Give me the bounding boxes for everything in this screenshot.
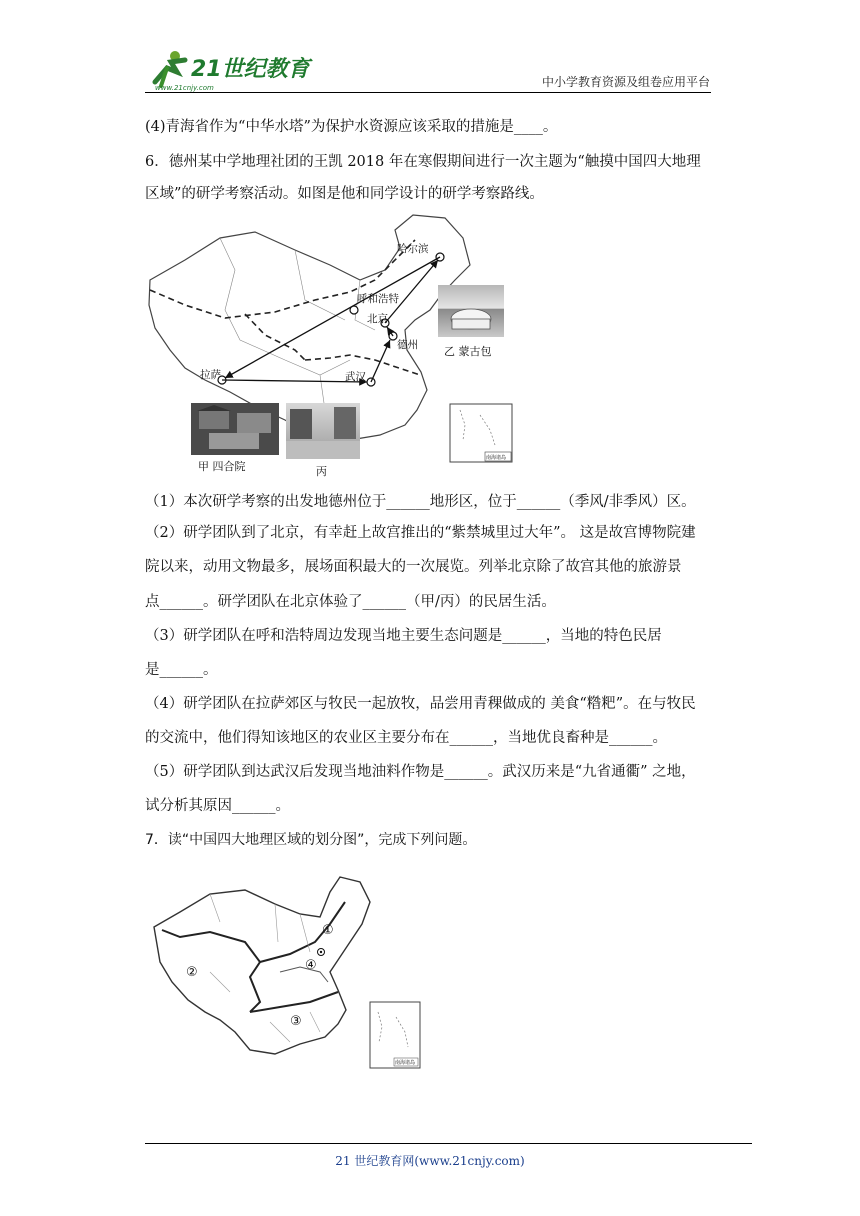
south-sea-label: 南海诸岛 xyxy=(486,455,507,461)
region-2-label: ② xyxy=(186,965,198,980)
region-4-label: ④ xyxy=(305,958,317,973)
region-3-label: ③ xyxy=(290,1014,302,1029)
q5-part4: (4)青海省作为“中华水塔”为保护水资源应该采取的措施是____。 xyxy=(145,119,558,135)
platform-name: 中小学教育资源及组卷应用平台 xyxy=(541,75,710,89)
hohhot-label: 呼和浩特 xyxy=(357,293,399,305)
photo-label-bing: 丙 xyxy=(316,465,327,478)
regions-map xyxy=(150,872,425,1072)
header-divider xyxy=(145,92,711,93)
q6-part3-line2: 是______。 xyxy=(145,662,218,678)
q6-part5-line1: （5）研学团队到达武汉后发现当地油料作物是______。武汉历来是“九省通衢” 之地， xyxy=(145,764,696,780)
wuhan-label: 武汉 xyxy=(345,371,366,383)
logo-text: 21世纪教育 xyxy=(191,57,310,82)
q7-south-sea-label: 南海诸岛 xyxy=(395,1060,416,1066)
q6-part2-line2: 院以来，动用文物最多，展场面积最大的一次展览。列举北京除了故宫其他的旅游景 xyxy=(145,559,682,575)
photo-label-jia: 甲 四合院 xyxy=(198,460,246,473)
q7-stem: 7．读“中国四大地理区域的划分图”，完成下列问题。 xyxy=(145,832,477,848)
logo-url: www.21cnjy.com xyxy=(155,84,214,92)
water-town-photo xyxy=(286,403,360,459)
q6-part3-line1: （3）研学团队在呼和浩特周边发现当地主要生态问题是______，当地的特色民居 xyxy=(145,628,662,644)
harbin-label: 哈尔滨 xyxy=(397,243,429,255)
region-1-label: ① xyxy=(322,923,334,938)
china-regions-map xyxy=(150,872,425,1072)
site-logo xyxy=(145,46,315,92)
dezhou-label: 德州 xyxy=(397,339,418,351)
q6-part2-line3: 点______。研学团队在北京体验了______（甲/丙）的民居生活。 xyxy=(145,594,556,610)
q6-part5-line2: 试分析其原因______。 xyxy=(145,798,290,814)
footer-text: 21 世纪教育网(www.21cnjy.com) xyxy=(335,1154,525,1168)
runner-logo-icon xyxy=(145,46,315,92)
lhasa-label: 拉萨 xyxy=(200,369,221,381)
photo-label-yi: 乙 蒙古包 xyxy=(444,345,492,358)
beijing-label: 北京 xyxy=(367,313,388,325)
q6-part4-line2: 的交流中，他们得知该地区的农业区主要分布在______，当地优良畜种是______。 xyxy=(145,730,667,746)
mongolian-yurt-photo xyxy=(438,285,504,337)
q6-part4-line1: （4）研学团队在拉萨郊区与牧民一起放牧，品尝用青稞做成的 美食“糌粑”。在与牧民 xyxy=(145,696,696,712)
siheyuan-photo xyxy=(191,403,279,455)
q6-stem-line1: 6．德州某中学地理社团的王凯 2018 年在寒假期间进行一次主题为“触摸中国四大地理 xyxy=(145,154,701,170)
q6-part1: （1）本次研学考察的出发地德州位于______地形区，位于______（季风/非季风）区。 xyxy=(145,494,696,510)
q6-stem-line2: 区域”的研学考察活动。如图是他和同学设计的研学考察路线。 xyxy=(145,186,544,202)
footer-divider xyxy=(145,1143,752,1144)
q6-part2-line1: （2）研学团队到了北京，有幸赶上故宫推出的“紫禁城里过大年”。 这是故宫博物院建 xyxy=(145,525,696,541)
